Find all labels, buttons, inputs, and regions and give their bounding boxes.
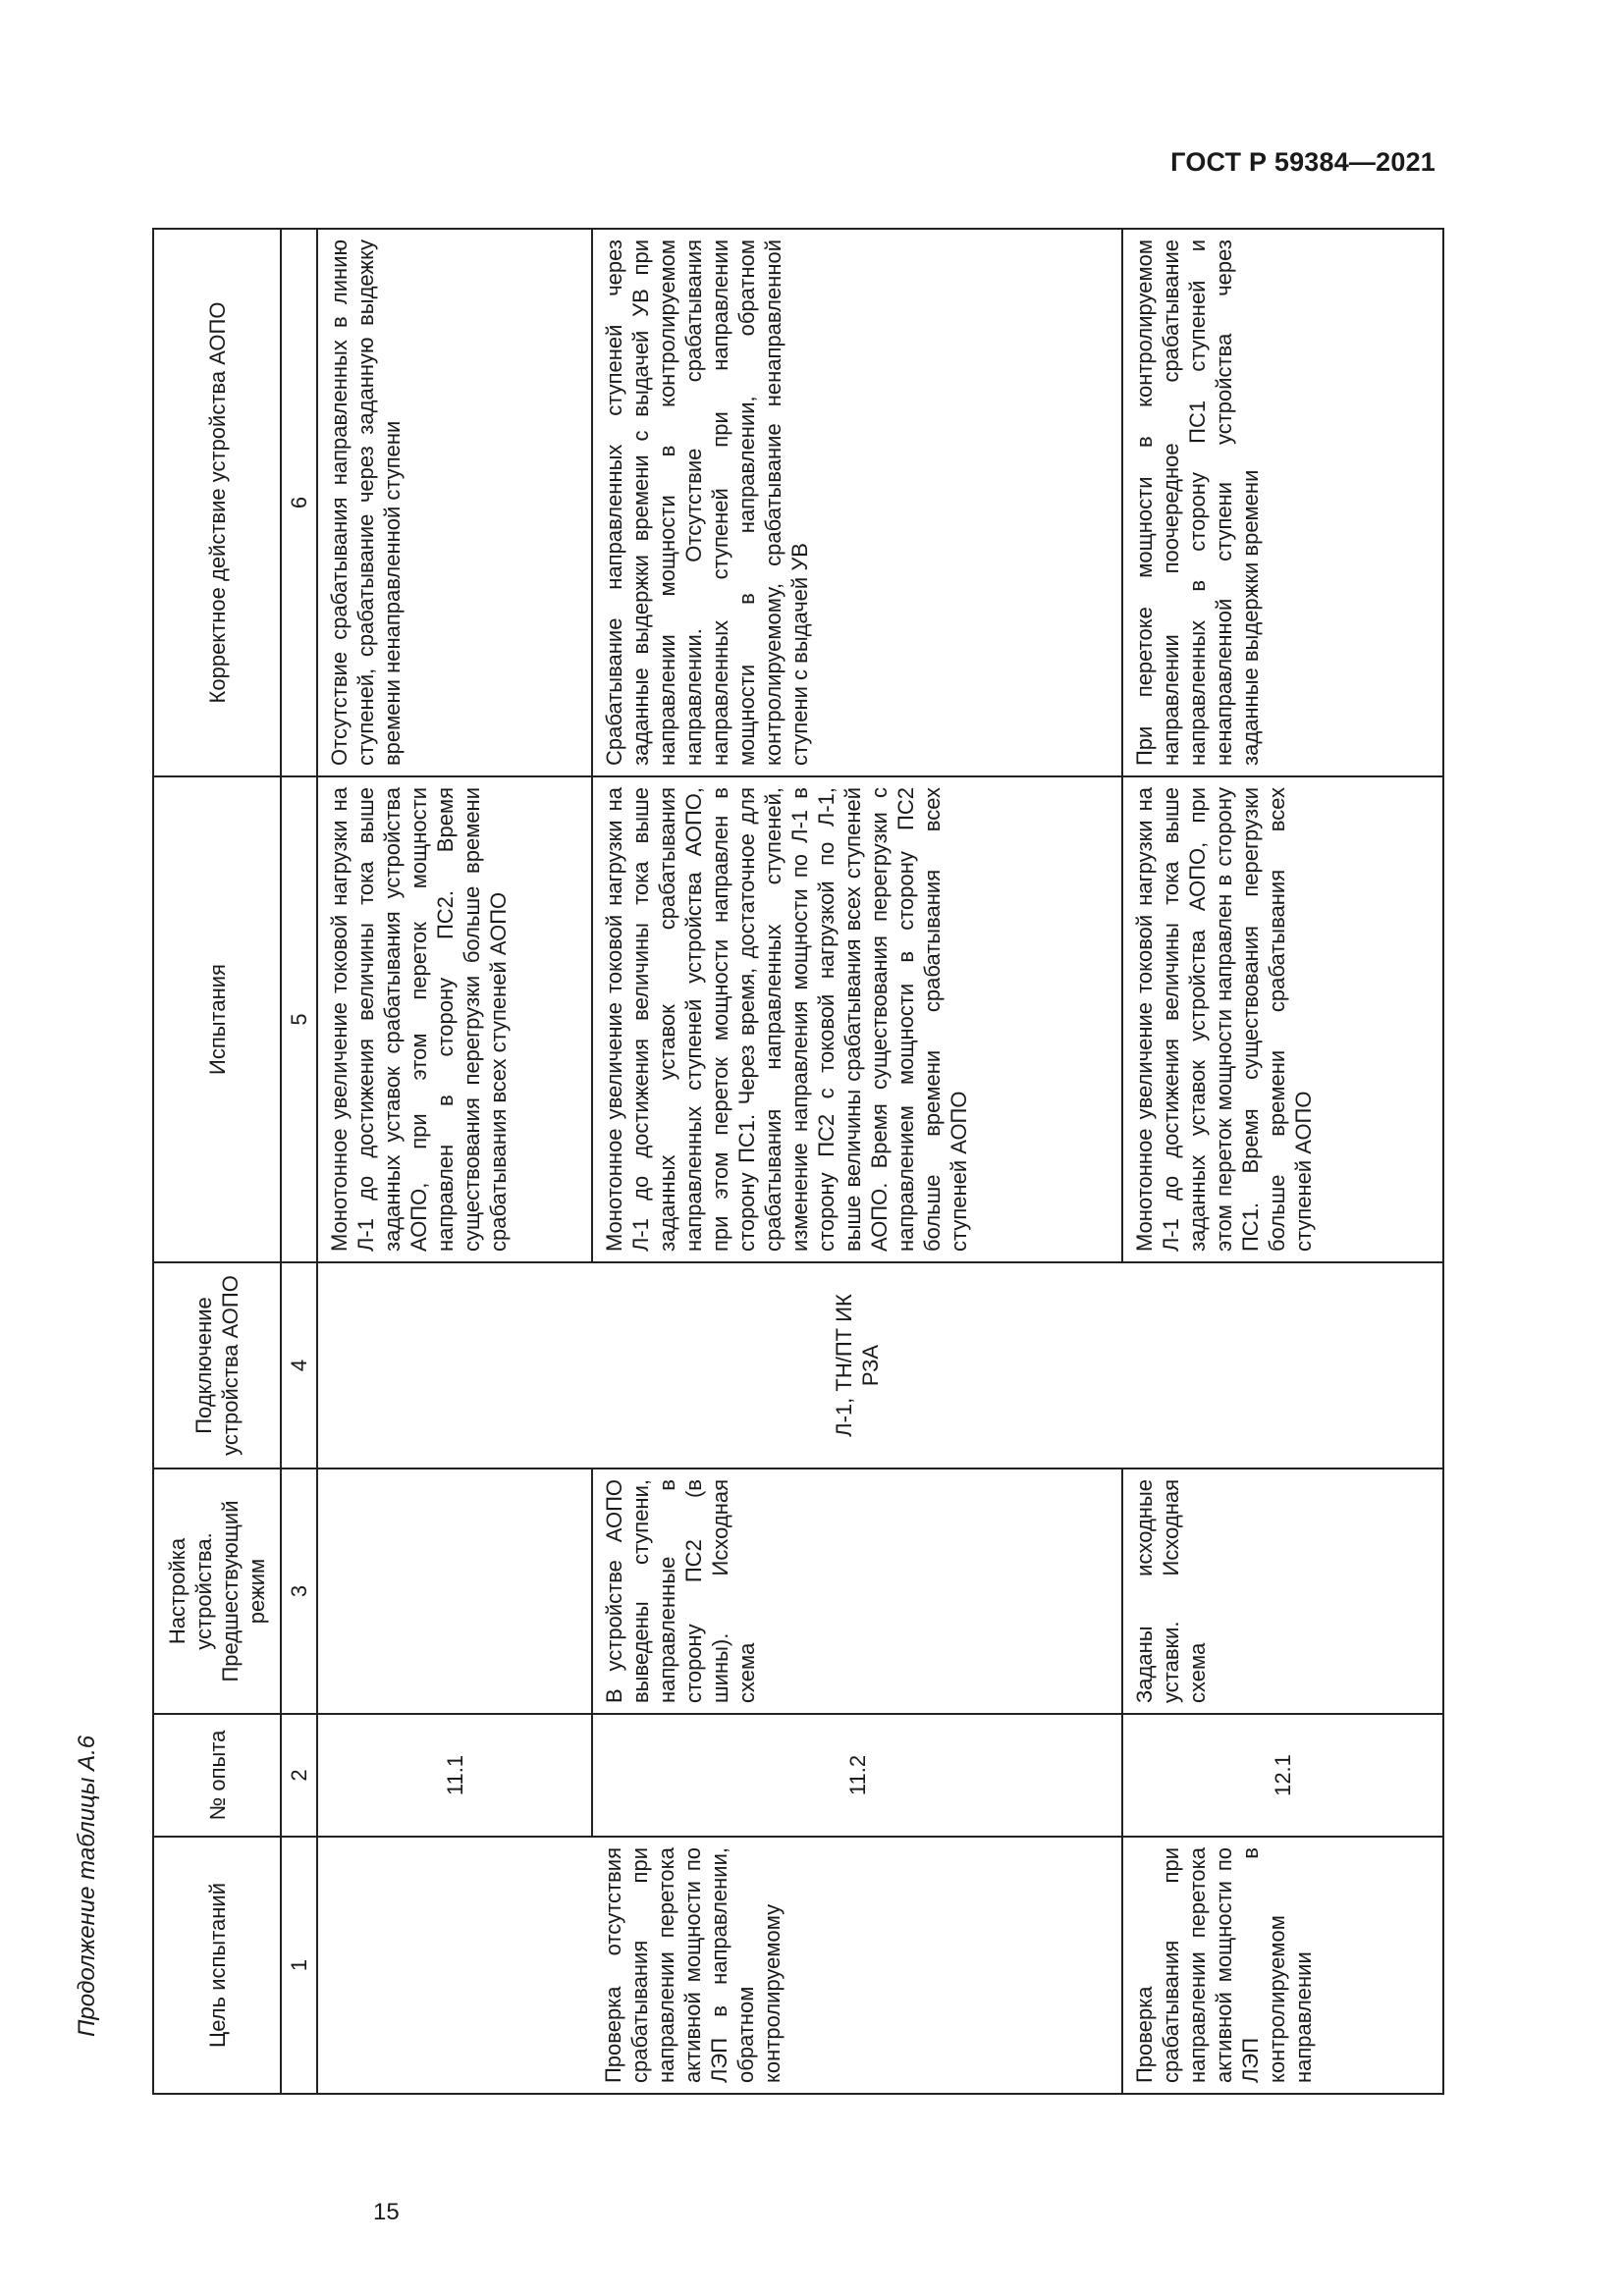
table-row	[1122, 229, 1443, 2094]
cell-test: Монотонное увеличение токовой нагрузки на Л-1 до достижения величины тока выше заданных уставок срабатывания устройства АОПО, при этом переток мощности направлен в сторону ПС2. Время существования перегрузки больше времени срабатывания всех ступеней АОПО	[317, 776, 592, 1262]
cell-num: 11.1	[317, 1714, 592, 1837]
header-row	[153, 229, 281, 2094]
cell-num: 11.2	[592, 1714, 1122, 1837]
cell-setup	[317, 1468, 592, 1714]
cell-connection: Л-1, ТН/ПТ ИК РЗА	[592, 1262, 1122, 1468]
cell-test: Монотонное увеличение токовой нагрузки на Л-1 до достижения величины тока выше заданных уставок срабатывания направленных ступеней устройства АОПО, при этом переток мощности направлен в сторону ПС1. Через время, достаточное для срабатывания направленных ступеней, изменение направления мощности по Л-1 в сторону ПС2 с токовой нагрузкой по Л-1, выше величины срабатывания всех ступеней АОПО. Время существования перегрузки с направлением мощности в сторону ПС2 больше времени срабатывания всех ступеней АОПО	[592, 776, 1122, 1262]
cell-connection	[317, 1262, 592, 1468]
table-row	[317, 229, 592, 2094]
column-header-action: Корректное действие устройства АОПО	[153, 229, 281, 776]
column-number: 2	[281, 1714, 317, 1837]
column-number: 6	[281, 229, 317, 776]
column-number-row	[281, 229, 317, 2094]
table-row	[592, 229, 1122, 2094]
column-number: 5	[281, 776, 317, 1262]
rotated-table-frame	[152, 230, 1444, 2095]
cell-connection	[1122, 1262, 1443, 1468]
column-header-test: Испытания	[153, 776, 281, 1262]
cell-goal: Проверка срабатывания при направлении перетока активной мощности по ЛЭП в контролируемом направлении	[1122, 1837, 1443, 2094]
column-number: 4	[281, 1262, 317, 1468]
cell-action: При перетоке мощности в контролируемом направлении поочередное срабатывание направленных в сторону ПС1 ступеней и ненаправленной ступени устройства через заданные выдержки времени	[1122, 229, 1443, 776]
column-header-goal: Цель испытаний	[153, 1837, 281, 2094]
cell-action: Срабатывание направленных ступеней через заданные выдержки времени с выдачей УВ при направлении мощности в контролируемом направлении. Отсутствие срабатывания направленных ступеней при направлении мощности в направлении, обратном контролируемому, срабатывание ненаправленной ступени с выдачей УВ	[592, 229, 1122, 776]
document-code: ГОСТ Р 59384—2021	[1170, 147, 1435, 177]
column-header-connection: Подключение устройства АОПО	[153, 1262, 281, 1468]
cell-test: Монотонное увеличение токовой нагрузки на Л-1 до достижения величины тока выше заданных уставок устройства АОПО, при этом переток мощности направлен в сторону ПС1. Время существования перегрузки больше времени срабатывания всех ступеней АОПО	[1122, 776, 1443, 1262]
cell-goal: Проверка отсутствия срабатывания при направлении перетока активной мощности по ЛЭП в направлении, обратном контролируемому	[592, 1837, 1122, 2094]
test-table	[152, 228, 1444, 2095]
cell-setup: Заданы исходные уставки. Исходная схема	[1122, 1468, 1443, 1714]
column-number: 3	[281, 1468, 317, 1714]
column-number: 1	[281, 1837, 317, 2094]
cell-goal	[317, 1837, 592, 2094]
cell-action: Отсутствие срабатывания направленных в линию ступеней, срабатывание через заданную выдежку времени ненаправленной ступени	[317, 229, 592, 776]
cell-num: 12.1	[1122, 1714, 1443, 1837]
cell-setup: В устройстве АОПО выведены ступени, направленные в сторону ПС2 (в шины). Исходная схема	[592, 1468, 1122, 1714]
column-header-setup: Настройка устройства. Предшествующий режим	[153, 1468, 281, 1714]
table-caption: Продолжение таблицы А.6	[74, 1735, 100, 2037]
page-number: 15	[373, 2199, 400, 2225]
column-header-num: № опыта	[153, 1714, 281, 1837]
